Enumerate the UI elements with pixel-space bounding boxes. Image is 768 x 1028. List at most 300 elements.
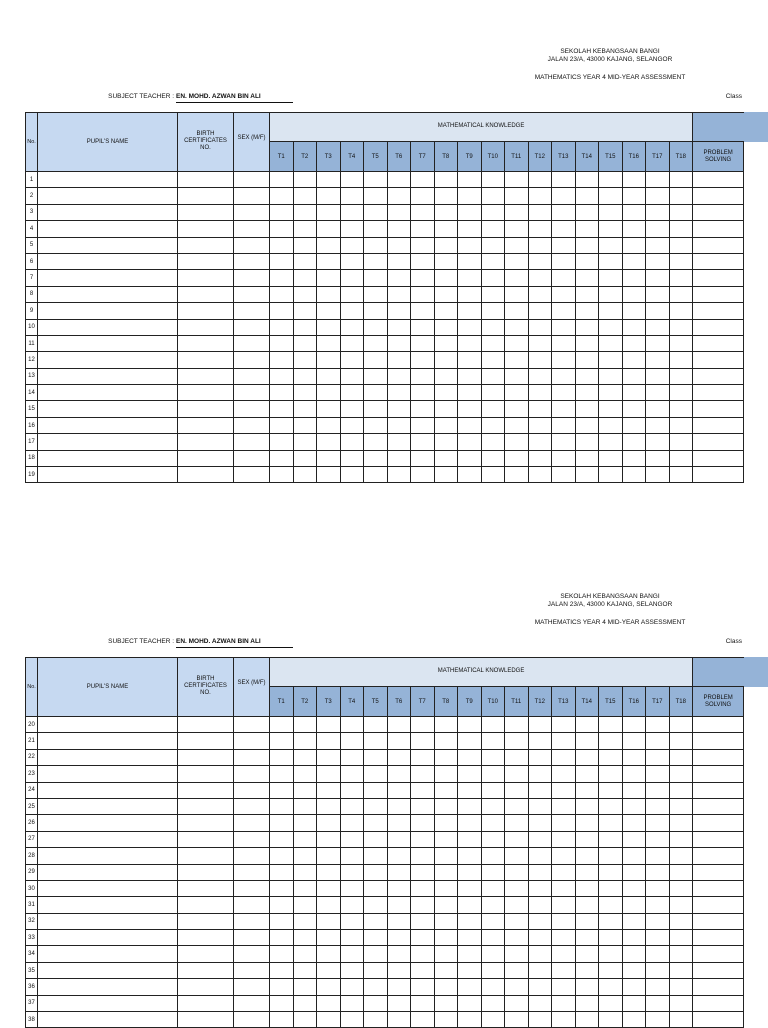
test-score-cell[interactable] xyxy=(434,848,458,864)
test-score-cell[interactable] xyxy=(364,995,388,1011)
test-score-cell[interactable] xyxy=(646,221,670,237)
test-score-cell[interactable] xyxy=(552,221,576,237)
test-score-cell[interactable] xyxy=(622,831,646,847)
birth-certificate-cell[interactable] xyxy=(178,946,234,962)
test-score-cell[interactable] xyxy=(575,368,599,384)
test-score-cell[interactable] xyxy=(552,401,576,417)
test-score-cell[interactable] xyxy=(481,913,505,929)
pupil-name-cell[interactable] xyxy=(38,831,178,847)
problem-solving-cell[interactable] xyxy=(693,733,744,749)
test-score-cell[interactable] xyxy=(599,204,623,220)
test-score-cell[interactable] xyxy=(575,335,599,351)
test-score-cell[interactable] xyxy=(411,782,435,798)
test-score-cell[interactable] xyxy=(317,979,341,995)
test-score-cell[interactable] xyxy=(364,352,388,368)
test-score-cell[interactable] xyxy=(481,368,505,384)
test-score-cell[interactable] xyxy=(552,368,576,384)
test-score-cell[interactable] xyxy=(340,172,364,188)
test-score-cell[interactable] xyxy=(458,172,482,188)
test-score-cell[interactable] xyxy=(622,319,646,335)
test-score-cell[interactable] xyxy=(434,717,458,733)
pupil-name-cell[interactable] xyxy=(38,782,178,798)
test-score-cell[interactable] xyxy=(387,450,411,466)
test-score-cell[interactable] xyxy=(646,798,670,814)
birth-certificate-cell[interactable] xyxy=(178,286,234,302)
pupil-name-cell[interactable] xyxy=(38,319,178,335)
sex-cell[interactable] xyxy=(234,930,270,946)
sex-cell[interactable] xyxy=(234,303,270,319)
test-score-cell[interactable] xyxy=(505,417,529,433)
sex-cell[interactable] xyxy=(234,913,270,929)
test-score-cell[interactable] xyxy=(387,188,411,204)
test-score-cell[interactable] xyxy=(505,815,529,831)
test-score-cell[interactable] xyxy=(387,1012,411,1028)
test-score-cell[interactable] xyxy=(411,368,435,384)
test-score-cell[interactable] xyxy=(505,204,529,220)
test-score-cell[interactable] xyxy=(528,749,552,765)
test-score-cell[interactable] xyxy=(575,253,599,269)
pupil-name-cell[interactable] xyxy=(38,368,178,384)
birth-certificate-cell[interactable] xyxy=(178,368,234,384)
test-score-cell[interactable] xyxy=(528,848,552,864)
test-score-cell[interactable] xyxy=(528,319,552,335)
sex-cell[interactable] xyxy=(234,385,270,401)
test-score-cell[interactable] xyxy=(270,749,294,765)
test-score-cell[interactable] xyxy=(481,749,505,765)
test-score-cell[interactable] xyxy=(575,417,599,433)
pupil-name-cell[interactable] xyxy=(38,335,178,351)
test-score-cell[interactable] xyxy=(340,385,364,401)
test-score-cell[interactable] xyxy=(317,831,341,847)
birth-certificate-cell[interactable] xyxy=(178,831,234,847)
sex-cell[interactable] xyxy=(234,450,270,466)
pupil-name-cell[interactable] xyxy=(38,962,178,978)
sex-cell[interactable] xyxy=(234,880,270,896)
test-score-cell[interactable] xyxy=(387,897,411,913)
test-score-cell[interactable] xyxy=(458,417,482,433)
test-score-cell[interactable] xyxy=(505,946,529,962)
test-score-cell[interactable] xyxy=(669,221,693,237)
problem-solving-cell[interactable] xyxy=(693,385,744,401)
test-score-cell[interactable] xyxy=(481,897,505,913)
test-score-cell[interactable] xyxy=(340,352,364,368)
test-score-cell[interactable] xyxy=(458,204,482,220)
test-score-cell[interactable] xyxy=(528,930,552,946)
test-score-cell[interactable] xyxy=(293,434,317,450)
test-score-cell[interactable] xyxy=(293,368,317,384)
test-score-cell[interactable] xyxy=(669,434,693,450)
test-score-cell[interactable] xyxy=(552,319,576,335)
test-score-cell[interactable] xyxy=(340,749,364,765)
sex-cell[interactable] xyxy=(234,417,270,433)
pupil-name-cell[interactable] xyxy=(38,766,178,782)
test-score-cell[interactable] xyxy=(411,930,435,946)
test-score-cell[interactable] xyxy=(622,450,646,466)
test-score-cell[interactable] xyxy=(481,1012,505,1028)
birth-certificate-cell[interactable] xyxy=(178,749,234,765)
test-score-cell[interactable] xyxy=(528,286,552,302)
test-score-cell[interactable] xyxy=(387,434,411,450)
test-score-cell[interactable] xyxy=(364,962,388,978)
test-score-cell[interactable] xyxy=(481,467,505,483)
test-score-cell[interactable] xyxy=(387,930,411,946)
sex-cell[interactable] xyxy=(234,766,270,782)
test-score-cell[interactable] xyxy=(646,733,670,749)
test-score-cell[interactable] xyxy=(364,897,388,913)
test-score-cell[interactable] xyxy=(458,962,482,978)
test-score-cell[interactable] xyxy=(458,766,482,782)
test-score-cell[interactable] xyxy=(481,172,505,188)
test-score-cell[interactable] xyxy=(411,172,435,188)
test-score-cell[interactable] xyxy=(505,897,529,913)
test-score-cell[interactable] xyxy=(528,782,552,798)
test-score-cell[interactable] xyxy=(481,434,505,450)
test-score-cell[interactable] xyxy=(669,798,693,814)
test-score-cell[interactable] xyxy=(599,995,623,1011)
test-score-cell[interactable] xyxy=(293,946,317,962)
test-score-cell[interactable] xyxy=(387,766,411,782)
test-score-cell[interactable] xyxy=(458,848,482,864)
test-score-cell[interactable] xyxy=(575,401,599,417)
sex-cell[interactable] xyxy=(234,221,270,237)
test-score-cell[interactable] xyxy=(552,831,576,847)
test-score-cell[interactable] xyxy=(575,717,599,733)
test-score-cell[interactable] xyxy=(528,401,552,417)
test-score-cell[interactable] xyxy=(293,204,317,220)
test-score-cell[interactable] xyxy=(552,880,576,896)
test-score-cell[interactable] xyxy=(340,434,364,450)
test-score-cell[interactable] xyxy=(458,995,482,1011)
test-score-cell[interactable] xyxy=(434,253,458,269)
test-score-cell[interactable] xyxy=(458,385,482,401)
test-score-cell[interactable] xyxy=(387,798,411,814)
problem-solving-cell[interactable] xyxy=(693,335,744,351)
sex-cell[interactable] xyxy=(234,782,270,798)
test-score-cell[interactable] xyxy=(293,717,317,733)
test-score-cell[interactable] xyxy=(411,831,435,847)
test-score-cell[interactable] xyxy=(434,352,458,368)
test-score-cell[interactable] xyxy=(270,286,294,302)
test-score-cell[interactable] xyxy=(434,303,458,319)
test-score-cell[interactable] xyxy=(599,717,623,733)
test-score-cell[interactable] xyxy=(364,172,388,188)
test-score-cell[interactable] xyxy=(622,749,646,765)
test-score-cell[interactable] xyxy=(528,1012,552,1028)
test-score-cell[interactable] xyxy=(270,798,294,814)
test-score-cell[interactable] xyxy=(270,172,294,188)
test-score-cell[interactable] xyxy=(434,979,458,995)
test-score-cell[interactable] xyxy=(270,782,294,798)
test-score-cell[interactable] xyxy=(270,335,294,351)
sex-cell[interactable] xyxy=(234,368,270,384)
test-score-cell[interactable] xyxy=(669,286,693,302)
problem-solving-cell[interactable] xyxy=(693,717,744,733)
test-score-cell[interactable] xyxy=(575,352,599,368)
test-score-cell[interactable] xyxy=(458,913,482,929)
test-score-cell[interactable] xyxy=(575,930,599,946)
test-score-cell[interactable] xyxy=(270,221,294,237)
test-score-cell[interactable] xyxy=(528,467,552,483)
birth-certificate-cell[interactable] xyxy=(178,864,234,880)
test-score-cell[interactable] xyxy=(270,417,294,433)
test-score-cell[interactable] xyxy=(622,385,646,401)
test-score-cell[interactable] xyxy=(270,831,294,847)
test-score-cell[interactable] xyxy=(622,467,646,483)
test-score-cell[interactable] xyxy=(646,270,670,286)
test-score-cell[interactable] xyxy=(646,385,670,401)
test-score-cell[interactable] xyxy=(340,303,364,319)
test-score-cell[interactable] xyxy=(575,749,599,765)
test-score-cell[interactable] xyxy=(575,864,599,880)
test-score-cell[interactable] xyxy=(622,237,646,253)
test-score-cell[interactable] xyxy=(575,172,599,188)
pupil-name-cell[interactable] xyxy=(38,417,178,433)
test-score-cell[interactable] xyxy=(293,897,317,913)
test-score-cell[interactable] xyxy=(434,766,458,782)
test-score-cell[interactable] xyxy=(387,417,411,433)
test-score-cell[interactable] xyxy=(340,270,364,286)
test-score-cell[interactable] xyxy=(293,417,317,433)
test-score-cell[interactable] xyxy=(317,962,341,978)
test-score-cell[interactable] xyxy=(340,930,364,946)
test-score-cell[interactable] xyxy=(481,733,505,749)
test-score-cell[interactable] xyxy=(575,979,599,995)
pupil-name-cell[interactable] xyxy=(38,1012,178,1028)
test-score-cell[interactable] xyxy=(622,352,646,368)
test-score-cell[interactable] xyxy=(646,188,670,204)
test-score-cell[interactable] xyxy=(317,946,341,962)
test-score-cell[interactable] xyxy=(575,270,599,286)
test-score-cell[interactable] xyxy=(481,766,505,782)
test-score-cell[interactable] xyxy=(293,450,317,466)
test-score-cell[interactable] xyxy=(481,995,505,1011)
pupil-name-cell[interactable] xyxy=(38,815,178,831)
test-score-cell[interactable] xyxy=(434,335,458,351)
test-score-cell[interactable] xyxy=(599,782,623,798)
problem-solving-cell[interactable] xyxy=(693,172,744,188)
problem-solving-cell[interactable] xyxy=(693,848,744,864)
test-score-cell[interactable] xyxy=(622,188,646,204)
test-score-cell[interactable] xyxy=(528,946,552,962)
problem-solving-cell[interactable] xyxy=(693,188,744,204)
test-score-cell[interactable] xyxy=(411,880,435,896)
pupil-name-cell[interactable] xyxy=(38,286,178,302)
test-score-cell[interactable] xyxy=(505,798,529,814)
test-score-cell[interactable] xyxy=(528,368,552,384)
problem-solving-cell[interactable] xyxy=(693,417,744,433)
test-score-cell[interactable] xyxy=(411,995,435,1011)
test-score-cell[interactable] xyxy=(340,467,364,483)
test-score-cell[interactable] xyxy=(387,749,411,765)
pupil-name-cell[interactable] xyxy=(38,450,178,466)
pupil-name-cell[interactable] xyxy=(38,188,178,204)
test-score-cell[interactable] xyxy=(434,831,458,847)
test-score-cell[interactable] xyxy=(646,766,670,782)
test-score-cell[interactable] xyxy=(481,450,505,466)
problem-solving-cell[interactable] xyxy=(693,237,744,253)
test-score-cell[interactable] xyxy=(270,880,294,896)
test-score-cell[interactable] xyxy=(434,798,458,814)
test-score-cell[interactable] xyxy=(646,172,670,188)
pupil-name-cell[interactable] xyxy=(38,864,178,880)
test-score-cell[interactable] xyxy=(364,253,388,269)
test-score-cell[interactable] xyxy=(458,782,482,798)
test-score-cell[interactable] xyxy=(599,979,623,995)
sex-cell[interactable] xyxy=(234,897,270,913)
test-score-cell[interactable] xyxy=(411,303,435,319)
test-score-cell[interactable] xyxy=(317,221,341,237)
test-score-cell[interactable] xyxy=(340,221,364,237)
problem-solving-cell[interactable] xyxy=(693,766,744,782)
test-score-cell[interactable] xyxy=(434,749,458,765)
test-score-cell[interactable] xyxy=(434,897,458,913)
test-score-cell[interactable] xyxy=(458,270,482,286)
test-score-cell[interactable] xyxy=(505,352,529,368)
problem-solving-cell[interactable] xyxy=(693,979,744,995)
test-score-cell[interactable] xyxy=(317,995,341,1011)
test-score-cell[interactable] xyxy=(458,733,482,749)
problem-solving-cell[interactable] xyxy=(693,897,744,913)
test-score-cell[interactable] xyxy=(458,188,482,204)
test-score-cell[interactable] xyxy=(387,335,411,351)
test-score-cell[interactable] xyxy=(575,946,599,962)
test-score-cell[interactable] xyxy=(622,434,646,450)
test-score-cell[interactable] xyxy=(411,946,435,962)
test-score-cell[interactable] xyxy=(481,930,505,946)
test-score-cell[interactable] xyxy=(669,962,693,978)
test-score-cell[interactable] xyxy=(669,815,693,831)
birth-certificate-cell[interactable] xyxy=(178,798,234,814)
test-score-cell[interactable] xyxy=(364,782,388,798)
test-score-cell[interactable] xyxy=(481,880,505,896)
test-score-cell[interactable] xyxy=(575,962,599,978)
test-score-cell[interactable] xyxy=(293,335,317,351)
pupil-name-cell[interactable] xyxy=(38,467,178,483)
test-score-cell[interactable] xyxy=(528,995,552,1011)
test-score-cell[interactable] xyxy=(622,335,646,351)
pupil-name-cell[interactable] xyxy=(38,979,178,995)
test-score-cell[interactable] xyxy=(270,766,294,782)
test-score-cell[interactable] xyxy=(458,303,482,319)
problem-solving-cell[interactable] xyxy=(693,221,744,237)
test-score-cell[interactable] xyxy=(528,733,552,749)
test-score-cell[interactable] xyxy=(481,831,505,847)
test-score-cell[interactable] xyxy=(411,204,435,220)
test-score-cell[interactable] xyxy=(317,930,341,946)
test-score-cell[interactable] xyxy=(293,303,317,319)
test-score-cell[interactable] xyxy=(270,946,294,962)
test-score-cell[interactable] xyxy=(599,930,623,946)
test-score-cell[interactable] xyxy=(340,253,364,269)
sex-cell[interactable] xyxy=(234,717,270,733)
problem-solving-cell[interactable] xyxy=(693,286,744,302)
test-score-cell[interactable] xyxy=(411,798,435,814)
test-score-cell[interactable] xyxy=(340,319,364,335)
test-score-cell[interactable] xyxy=(411,237,435,253)
test-score-cell[interactable] xyxy=(317,782,341,798)
test-score-cell[interactable] xyxy=(317,880,341,896)
pupil-name-cell[interactable] xyxy=(38,749,178,765)
test-score-cell[interactable] xyxy=(599,286,623,302)
test-score-cell[interactable] xyxy=(317,385,341,401)
test-score-cell[interactable] xyxy=(434,880,458,896)
test-score-cell[interactable] xyxy=(270,385,294,401)
test-score-cell[interactable] xyxy=(340,946,364,962)
test-score-cell[interactable] xyxy=(552,204,576,220)
test-score-cell[interactable] xyxy=(411,1012,435,1028)
test-score-cell[interactable] xyxy=(293,798,317,814)
sex-cell[interactable] xyxy=(234,864,270,880)
test-score-cell[interactable] xyxy=(599,766,623,782)
test-score-cell[interactable] xyxy=(387,303,411,319)
test-score-cell[interactable] xyxy=(411,962,435,978)
test-score-cell[interactable] xyxy=(434,864,458,880)
test-score-cell[interactable] xyxy=(552,946,576,962)
problem-solving-cell[interactable] xyxy=(693,880,744,896)
birth-certificate-cell[interactable] xyxy=(178,204,234,220)
test-score-cell[interactable] xyxy=(575,319,599,335)
test-score-cell[interactable] xyxy=(434,368,458,384)
test-score-cell[interactable] xyxy=(434,1012,458,1028)
test-score-cell[interactable] xyxy=(364,204,388,220)
test-score-cell[interactable] xyxy=(505,401,529,417)
test-score-cell[interactable] xyxy=(340,831,364,847)
test-score-cell[interactable] xyxy=(505,188,529,204)
test-score-cell[interactable] xyxy=(528,831,552,847)
test-score-cell[interactable] xyxy=(411,733,435,749)
sex-cell[interactable] xyxy=(234,253,270,269)
test-score-cell[interactable] xyxy=(434,417,458,433)
test-score-cell[interactable] xyxy=(669,204,693,220)
test-score-cell[interactable] xyxy=(387,831,411,847)
test-score-cell[interactable] xyxy=(552,417,576,433)
test-score-cell[interactable] xyxy=(552,979,576,995)
test-score-cell[interactable] xyxy=(646,401,670,417)
test-score-cell[interactable] xyxy=(528,221,552,237)
test-score-cell[interactable] xyxy=(505,864,529,880)
test-score-cell[interactable] xyxy=(317,913,341,929)
test-score-cell[interactable] xyxy=(481,270,505,286)
test-score-cell[interactable] xyxy=(575,188,599,204)
test-score-cell[interactable] xyxy=(317,319,341,335)
birth-certificate-cell[interactable] xyxy=(178,467,234,483)
test-score-cell[interactable] xyxy=(575,815,599,831)
test-score-cell[interactable] xyxy=(458,467,482,483)
test-score-cell[interactable] xyxy=(599,270,623,286)
test-score-cell[interactable] xyxy=(293,766,317,782)
test-score-cell[interactable] xyxy=(340,368,364,384)
test-score-cell[interactable] xyxy=(364,1012,388,1028)
test-score-cell[interactable] xyxy=(552,962,576,978)
test-score-cell[interactable] xyxy=(340,188,364,204)
test-score-cell[interactable] xyxy=(575,385,599,401)
test-score-cell[interactable] xyxy=(669,450,693,466)
test-score-cell[interactable] xyxy=(528,979,552,995)
test-score-cell[interactable] xyxy=(646,417,670,433)
test-score-cell[interactable] xyxy=(293,237,317,253)
test-score-cell[interactable] xyxy=(317,897,341,913)
test-score-cell[interactable] xyxy=(552,253,576,269)
test-score-cell[interactable] xyxy=(317,237,341,253)
birth-certificate-cell[interactable] xyxy=(178,319,234,335)
test-score-cell[interactable] xyxy=(434,434,458,450)
test-score-cell[interactable] xyxy=(270,253,294,269)
test-score-cell[interactable] xyxy=(481,237,505,253)
test-score-cell[interactable] xyxy=(411,897,435,913)
test-score-cell[interactable] xyxy=(599,237,623,253)
test-score-cell[interactable] xyxy=(364,385,388,401)
sex-cell[interactable] xyxy=(234,172,270,188)
